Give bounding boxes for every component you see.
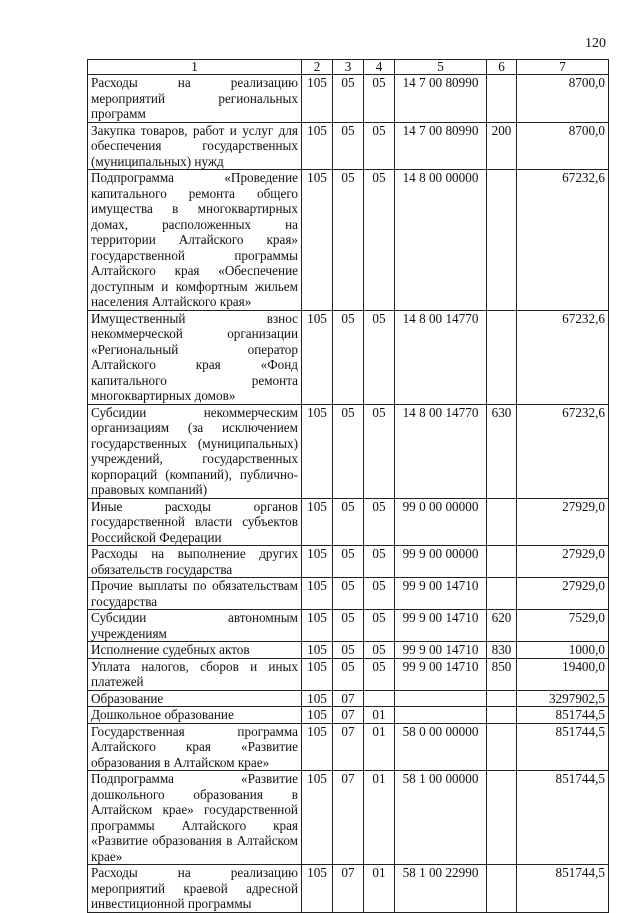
row-rz-cell: 05 [333, 578, 364, 610]
row-ved-cell: 105 [302, 771, 333, 865]
row-ved-cell: 105 [302, 658, 333, 690]
row-csr-cell: 99 9 00 14710 [395, 610, 487, 642]
column-header-7: 7 [517, 60, 609, 75]
row-ved-cell: 105 [302, 404, 333, 498]
row-pr-cell: 01 [364, 707, 395, 724]
row-vr-cell [487, 75, 517, 123]
row-csr-cell: 14 7 00 80990 [395, 75, 487, 123]
row-rz-cell: 07 [333, 707, 364, 724]
row-name-cell: Имущественный взнос некоммерческой организации «Региональный оператор Алтайского края «Фонд капитального ремонта многоквартирных домов» [88, 310, 302, 404]
row-pr-cell: 05 [364, 546, 395, 578]
row-csr-cell: 58 1 00 00000 [395, 771, 487, 865]
row-vr-cell: 620 [487, 610, 517, 642]
row-csr-cell: 99 9 00 14710 [395, 578, 487, 610]
row-pr-cell: 05 [364, 658, 395, 690]
row-csr-cell [395, 707, 487, 724]
column-header-1: 1 [88, 60, 302, 75]
row-ved-cell: 105 [302, 498, 333, 546]
row-csr-cell: 58 0 00 00000 [395, 723, 487, 771]
row-vr-cell [487, 578, 517, 610]
row-name-cell: Субсидии автономным учреждениям [88, 610, 302, 642]
column-header-6: 6 [487, 60, 517, 75]
row-name-cell: Государственная программа Алтайского края «Развитие образования в Алтайском крае» [88, 723, 302, 771]
row-sum-cell: 1000,0 [517, 642, 609, 659]
table-row [88, 578, 609, 610]
row-pr-cell: 01 [364, 723, 395, 771]
row-name-cell: Исполнение судебных актов [88, 642, 302, 659]
row-name-cell: Образование [88, 690, 302, 707]
table-row [88, 122, 609, 170]
row-name-cell: Подпрограмма «Развитие дошкольного образования в Алтайском крае» государственной программы Алтайского края «Развитие образования в Алтайском крае» [88, 771, 302, 865]
row-sum-cell: 851744,5 [517, 723, 609, 771]
row-sum-cell: 851744,5 [517, 707, 609, 724]
row-rz-cell: 05 [333, 170, 364, 311]
row-name-cell: Расходы на реализацию мероприятий краевой адресной инвестиционной программы [88, 865, 302, 913]
row-csr-cell: 14 8 00 14770 [395, 310, 487, 404]
table-row [88, 723, 609, 771]
row-name-cell: Расходы на реализацию мероприятий региональных программ [88, 75, 302, 123]
row-rz-cell: 07 [333, 771, 364, 865]
table-row [88, 707, 609, 724]
row-rz-cell: 05 [333, 75, 364, 123]
row-sum-cell: 27929,0 [517, 498, 609, 546]
row-sum-cell: 27929,0 [517, 578, 609, 610]
row-vr-cell: 830 [487, 642, 517, 659]
page-number: 120 [585, 36, 606, 51]
row-csr-cell: 99 9 00 00000 [395, 546, 487, 578]
row-ved-cell: 105 [302, 642, 333, 659]
column-header-4: 4 [364, 60, 395, 75]
row-vr-cell [487, 690, 517, 707]
row-pr-cell: 01 [364, 771, 395, 865]
row-vr-cell [487, 546, 517, 578]
row-ved-cell: 105 [302, 310, 333, 404]
row-vr-cell [487, 771, 517, 865]
row-vr-cell: 200 [487, 122, 517, 170]
row-rz-cell: 05 [333, 642, 364, 659]
row-vr-cell: 630 [487, 404, 517, 498]
row-rz-cell: 07 [333, 690, 364, 707]
row-rz-cell: 05 [333, 546, 364, 578]
table-row [88, 642, 609, 659]
row-name-cell: Закупка товаров, работ и услуг для обеспечения государственных (муниципальных) нужд [88, 122, 302, 170]
row-ved-cell: 105 [302, 546, 333, 578]
row-csr-cell: 99 9 00 14710 [395, 658, 487, 690]
row-csr-cell: 99 0 00 00000 [395, 498, 487, 546]
row-sum-cell: 19400,0 [517, 658, 609, 690]
row-pr-cell: 05 [364, 75, 395, 123]
row-pr-cell: 01 [364, 865, 395, 913]
row-name-cell: Прочие выплаты по обязательствам государства [88, 578, 302, 610]
row-rz-cell: 05 [333, 310, 364, 404]
row-sum-cell: 851744,5 [517, 865, 609, 913]
row-rz-cell: 05 [333, 658, 364, 690]
row-vr-cell [487, 310, 517, 404]
row-pr-cell: 05 [364, 498, 395, 546]
row-rz-cell: 05 [333, 610, 364, 642]
row-vr-cell [487, 707, 517, 724]
table-row [88, 658, 609, 690]
row-pr-cell: 05 [364, 404, 395, 498]
row-ved-cell: 105 [302, 610, 333, 642]
row-csr-cell: 58 1 00 22990 [395, 865, 487, 913]
row-csr-cell: 99 9 00 14710 [395, 642, 487, 659]
row-vr-cell: 850 [487, 658, 517, 690]
row-sum-cell: 67232,6 [517, 310, 609, 404]
table-row [88, 75, 609, 123]
table-row [88, 771, 609, 865]
row-ved-cell: 105 [302, 122, 333, 170]
row-sum-cell: 7529,0 [517, 610, 609, 642]
row-rz-cell: 05 [333, 404, 364, 498]
row-name-cell: Дошкольное образование [88, 707, 302, 724]
budget-table-container [87, 59, 608, 913]
row-csr-cell: 14 8 00 00000 [395, 170, 487, 311]
table-row [88, 498, 609, 546]
row-ved-cell: 105 [302, 75, 333, 123]
column-header-2: 2 [302, 60, 333, 75]
table-header-row [88, 60, 609, 75]
row-name-cell: Подпрограмма «Проведение капитального ремонта общего имущества в многоквартирных домах, расположенных на территории Алтайского края» государственной программы Алтайского края «Обеспечение доступным и комфортным жильем населения Алтайского края» [88, 170, 302, 311]
row-rz-cell: 07 [333, 865, 364, 913]
row-rz-cell: 07 [333, 723, 364, 771]
row-sum-cell: 851744,5 [517, 771, 609, 865]
table-row [88, 404, 609, 498]
row-sum-cell: 8700,0 [517, 75, 609, 123]
table-row [88, 546, 609, 578]
column-header-5: 5 [395, 60, 487, 75]
row-pr-cell: 05 [364, 610, 395, 642]
row-ved-cell: 105 [302, 170, 333, 311]
table-row [88, 690, 609, 707]
row-pr-cell [364, 690, 395, 707]
row-csr-cell: 14 8 00 14770 [395, 404, 487, 498]
column-header-3: 3 [333, 60, 364, 75]
row-sum-cell: 67232,6 [517, 404, 609, 498]
row-vr-cell [487, 170, 517, 311]
table-row [88, 170, 609, 311]
row-ved-cell: 105 [302, 723, 333, 771]
row-name-cell: Расходы на выполнение других обязательств государства [88, 546, 302, 578]
row-sum-cell: 3297902,5 [517, 690, 609, 707]
table-body [88, 75, 609, 913]
row-ved-cell: 105 [302, 865, 333, 913]
row-pr-cell: 05 [364, 578, 395, 610]
row-csr-cell: 14 7 00 80990 [395, 122, 487, 170]
row-csr-cell [395, 690, 487, 707]
table-row [88, 610, 609, 642]
row-sum-cell: 27929,0 [517, 546, 609, 578]
row-sum-cell: 8700,0 [517, 122, 609, 170]
row-sum-cell: 67232,6 [517, 170, 609, 311]
row-name-cell: Уплата налогов, сборов и иных платежей [88, 658, 302, 690]
budget-table [87, 59, 609, 913]
row-pr-cell: 05 [364, 642, 395, 659]
table-row [88, 310, 609, 404]
row-name-cell: Субсидии некоммерческим организациям (за исключением государственных (муниципальных) учреждений, государственных корпораций (компаний), публично-правовых компаний) [88, 404, 302, 498]
row-ved-cell: 105 [302, 578, 333, 610]
row-vr-cell [487, 723, 517, 771]
row-ved-cell: 105 [302, 707, 333, 724]
row-rz-cell: 05 [333, 122, 364, 170]
row-ved-cell: 105 [302, 690, 333, 707]
row-pr-cell: 05 [364, 310, 395, 404]
row-name-cell: Иные расходы органов государственной власти субъектов Российской Федерации [88, 498, 302, 546]
row-pr-cell: 05 [364, 170, 395, 311]
row-pr-cell: 05 [364, 122, 395, 170]
row-vr-cell [487, 498, 517, 546]
row-rz-cell: 05 [333, 498, 364, 546]
